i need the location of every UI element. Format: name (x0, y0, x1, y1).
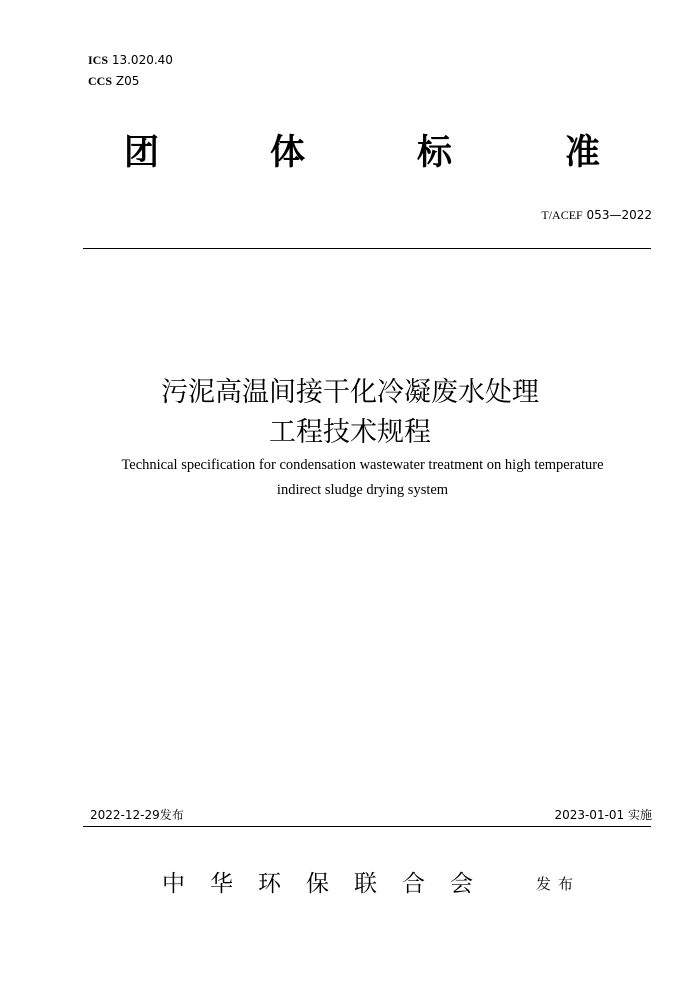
ccs-classification (88, 74, 139, 88)
top-divider (83, 248, 651, 249)
bottom-divider (83, 826, 651, 827)
publisher-name: 中华环保联合会 (162, 871, 498, 897)
ics-label: ICS (88, 53, 109, 67)
title-chinese-line-1: 污泥高温间接干化冷凝废水处理 (161, 377, 539, 408)
standard-number (541, 208, 652, 222)
standard-number-prefix: T/ACEF (541, 208, 583, 222)
title-chinese-line-2: 工程技术规程 (269, 417, 431, 448)
standard-type-heading-char: 体 (270, 133, 306, 173)
standard-type-heading-char: 团 (124, 133, 160, 173)
implementation-date: 2023-01-01 实施 (554, 808, 652, 822)
issue-date: 2022-12-29发布 (90, 808, 184, 822)
standard-type-heading-char: 标 (417, 133, 453, 173)
publish-label: 发布 (536, 875, 581, 893)
ics-classification (88, 53, 173, 67)
ics-code: 13.020.40 (111, 53, 173, 67)
title-english-line-1: Technical specification for condensation wastewater treatment on high temperature (121, 457, 604, 473)
ccs-label: CCS (88, 74, 113, 88)
ccs-code: Z05 (115, 74, 140, 88)
standard-type-heading-char: 准 (565, 133, 601, 173)
standard-number-value: 053—2022 (586, 208, 652, 222)
title-english-line-2: indirect sludge drying system (276, 482, 449, 498)
